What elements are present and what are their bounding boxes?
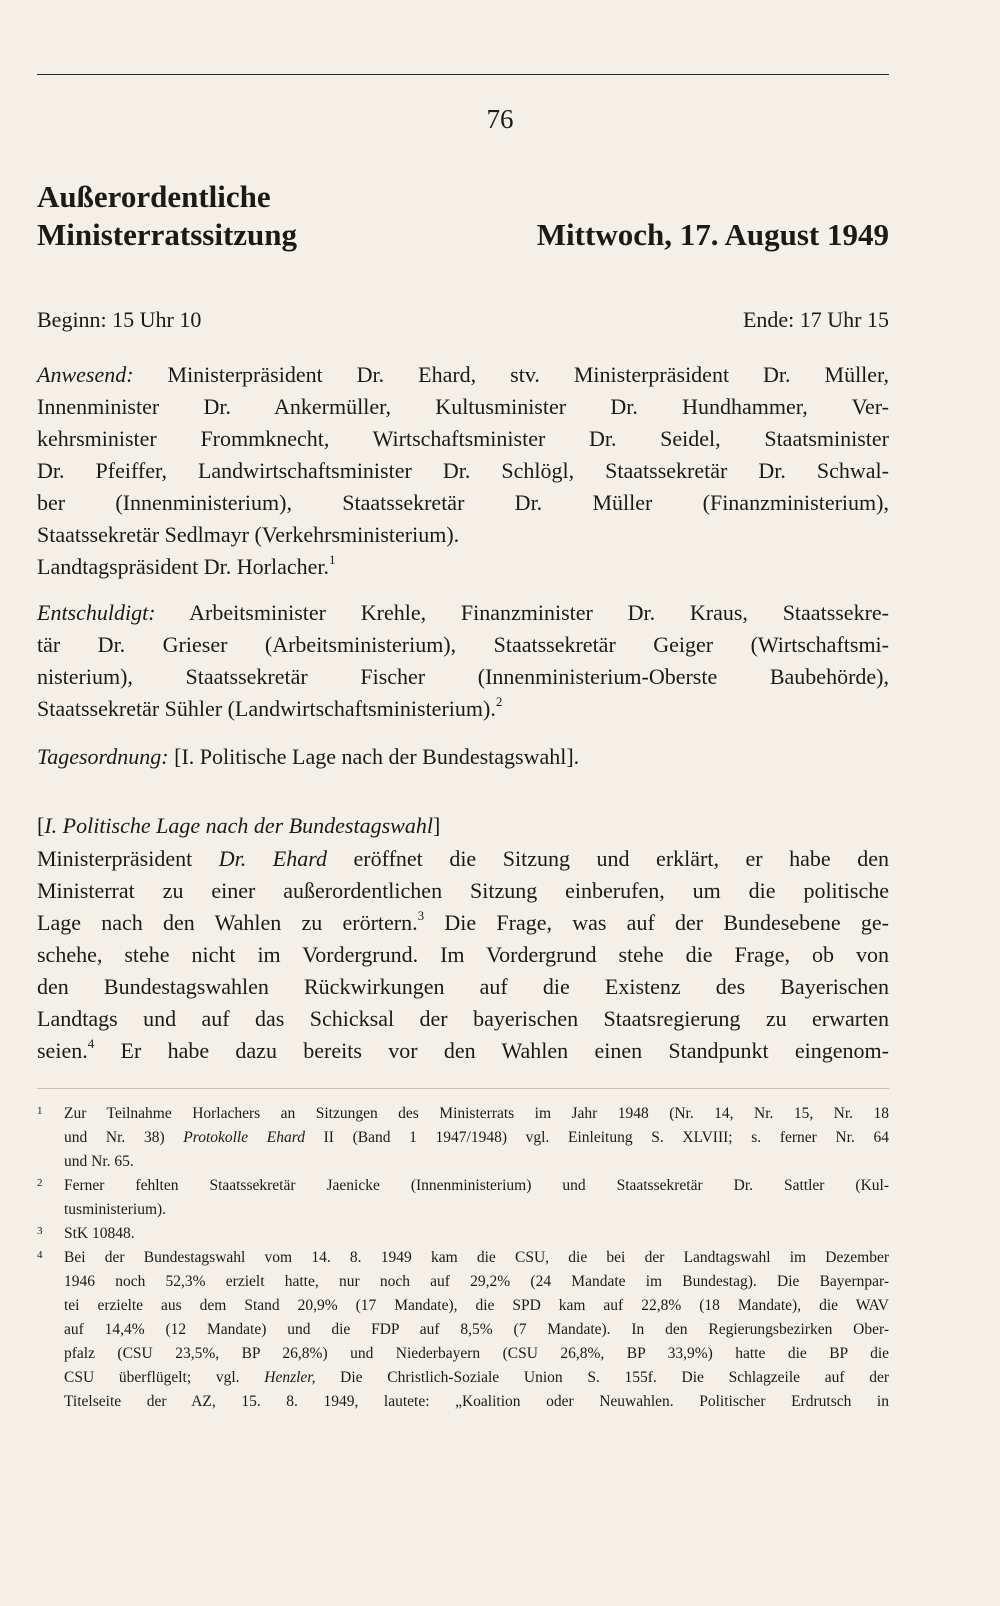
agenda-paragraph [37, 741, 889, 773]
text-line: Dr. Pfeiffer, Landwirtschaftsminister Dr. Schlögl, Staatssekretär Dr. Schwal- [37, 458, 889, 483]
meeting-date: Mittwoch, 17. August 1949 [536, 217, 889, 252]
speaker-name: Dr. Ehard [218, 846, 327, 871]
text-line: seien.$^4$ Er habe dazu bereits vor den Wahlen einen Standpunkt eingenom- [37, 1035, 889, 1063]
text-line: Ministerpräsident Dr. Ehard eröffnet die Sitzung und erklärt, er habe den [37, 846, 889, 871]
text-line: tär Dr. Grieser (Arbeitsministerium), Staatssekretär Geiger (Wirtschaftsmi- [37, 632, 889, 657]
document-title [37, 178, 297, 254]
footnote-number: 1 [37, 1105, 43, 1117]
text-line: Ministerrat zu einer außerordentlichen Sitzung einberufen, um die politische [37, 878, 889, 903]
text-line: den Bundestagswahlen Rückwirkungen auf die Existenz des Bayerischen [37, 974, 889, 999]
footnote-number: 2 [37, 1177, 43, 1189]
header-rule [37, 74, 889, 75]
body-paragraph [37, 843, 889, 1067]
text-line: Tagesordnung: [I. Politische Lage nach der Bundestagswahl]. [37, 744, 580, 769]
footnote-4: 4 Bei der Bundestagswahl vom 14. 8. 1949 kam die CSU, die bei der Landtagswahl im Dezember 1946 noch 52,3% erzielt hatte, nur noch auf 29,2% (24 Mandate im Bundestag). Die Bayernpar- tei erzielte aus dem Stand 20,9% (17 Mandate), die SPD kam auf 22,8% (18 Mandate), die WAV auf 14,4% (12 Mandate) und die FDP auf 8,5% (7 Mandate). In den Regierungsbezirken Ober- pfalz (CSU 23,5%, BP 26,8%) und Niederbayern (CSU 26,8%, BP 33,9%) hatte die BP die CSU überflügelt; vgl. Henzler, Die Christlich-Soziale Union S. 155f. Die Schlagzeile auf der Titelseite der AZ, 15. 8. 1949, lautete: „Koalition oder Neuwahlen. Politischer Erdrutsch in [37, 1246, 889, 1414]
text-line: Anwesend: Ministerpräsident Dr. Ehard, stv. Ministerpräsident Dr. Müller, [37, 362, 889, 387]
page-number: 76 [486, 104, 514, 134]
text-line: ber (Innenministerium), Staatssekretär Dr. Müller (Finanzministerium), [37, 490, 889, 515]
text-line: Landtagspräsident Dr. Horlacher.$^1$ [37, 551, 336, 579]
text-line: kehrsminister Frommknecht, Wirtschaftsminister Dr. Seidel, Staatsminister [37, 426, 889, 451]
text-line: Entschuldigt: Arbeitsminister Krehle, Finanzminister Dr. Kraus, Staatssekre- [37, 600, 889, 625]
footnote-number: 4 [37, 1249, 43, 1261]
title-line: Außerordentliche [37, 179, 271, 214]
attendees-label: Anwesend: [37, 362, 134, 387]
end-time: Ende: 17 Uhr 15 [742, 307, 889, 332]
text-line: schehe, stehe nicht im Vordergrund. Im Vordergrund stehe die Frage, ob von [37, 942, 889, 967]
footnote-ref: 1 [329, 551, 336, 567]
text-line: Lage nach den Wahlen zu erörtern.$^3$ Die Frage, was auf der Bundesebene ge- [37, 907, 889, 935]
text-line: Staatssekretär Sedlmayr (Verkehrsministerium). [37, 522, 460, 547]
text-line: Staatssekretär Sühler (Landwirtschaftsministerium).$^2$ [37, 693, 503, 721]
footnotes [37, 1102, 889, 1414]
excused-label: Entschuldigt: [37, 600, 156, 625]
excused-paragraph [37, 597, 889, 725]
meeting-times [37, 303, 889, 337]
footnote-2: 2 Ferner fehlten Staatssekretär Jaenicke (Innenministerium) und Staatssekretär Dr. Sattler (Kul- tusministerium). [37, 1174, 889, 1222]
footnote-separator [37, 1088, 889, 1089]
text-line: Landtags und auf das Schicksal der bayerischen Staatsregierung zu erwarten [37, 1006, 889, 1031]
footnote-number: 3 [37, 1225, 43, 1237]
begin-time: Beginn: 15 Uhr 10 [37, 307, 202, 332]
footnote-ref: 3 [417, 907, 425, 923]
footnote-ref: 2 [495, 693, 503, 709]
footnote-1: 1 Zur Teilnahme Horlachers an Sitzungen des Ministerrats im Jahr 1948 (Nr. 14, Nr. 15, Nr. 18 und Nr. 38) Protokolle Ehard II (Band 1 1947/1948) vgl. Einleitung S. XLVIII; s. ferner Nr. 64 und Nr. 65. [37, 1102, 889, 1174]
agenda-label: Tagesordnung: [37, 744, 169, 769]
footnote-ref: 4 [87, 1035, 95, 1051]
text-line: nisterium), Staatssekretär Fischer (Innenministerium-Oberste Baubehörde), [37, 664, 889, 689]
footnote-3: 3 StK 10848. [37, 1222, 889, 1246]
attendees-paragraph [37, 359, 889, 583]
title-line: Ministerratssitzung [37, 217, 298, 252]
text-line: Innenminister Dr. Ankermüller, Kultusminister Dr. Hundhammer, Ver- [37, 394, 889, 419]
section-heading: [I. Politische Lage nach der Bundestagswahl] [37, 813, 441, 838]
